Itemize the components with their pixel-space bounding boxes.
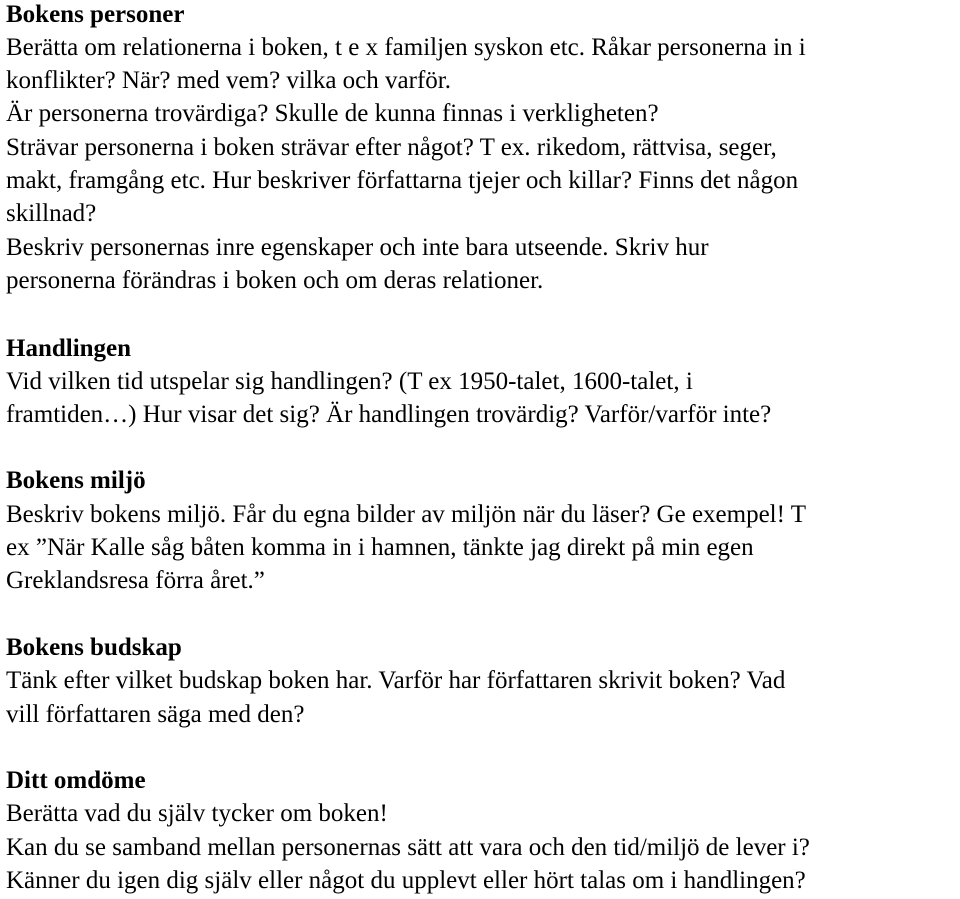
text-line: skillnad? xyxy=(6,200,97,227)
text-line: Är personerna trovärdiga? Skulle de kunna finnas i verkligheten? xyxy=(6,100,659,127)
text-line: Vid vilken tid utspelar sig handlingen? (T ex 1950-talet, 1600-talet, i xyxy=(6,368,693,395)
section-heading-omdome: Ditt omdöme xyxy=(6,767,146,794)
text-line: Berätta vad du själv tycker om boken! xyxy=(6,800,388,827)
section-heading-miljo: Bokens miljö xyxy=(6,467,146,494)
text-line: framtiden…) Hur visar det sig? Är handlingen trovärdig? Varför/varför inte? xyxy=(6,401,772,428)
text-line: Kan du se samband mellan personernas sätt att vara och den tid/miljö de lever i? xyxy=(6,834,810,861)
text-line: Beskriv bokens miljö. Får du egna bilder av miljön när du läser? Ge exempel! T xyxy=(6,501,807,528)
text-line: Greklandsresa förra året.” xyxy=(6,567,265,594)
text-line: Beskriv personernas inre egenskaper och inte bara utseende. Skriv hur xyxy=(6,234,709,261)
text-line: Strävar personerna i boken strävar efter något? T ex. rikedom, rättvisa, seger, xyxy=(6,134,777,161)
text-line: konflikter? När? med vem? vilka och varför. xyxy=(6,67,451,94)
section-heading-budskap: Bokens budskap xyxy=(6,634,182,661)
text-line: vill författaren säga med den? xyxy=(6,701,305,728)
text-line: Berätta om relationerna i boken, t e x familjen syskon etc. Råkar personerna in i xyxy=(6,34,806,61)
section-heading-handlingen: Handlingen xyxy=(6,335,132,362)
text-line: makt, framgång etc. Hur beskriver författarna tjejer och killar? Finns det någon xyxy=(6,167,799,194)
text-line: Känner du igen dig själv eller något du upplevt eller hört talas om i handlingen? xyxy=(6,867,806,894)
text-line: ex ”När Kalle såg båten komma in i hamnen, tänkte jag direkt på min egen xyxy=(6,534,754,561)
section-heading-personer: Bokens personer xyxy=(6,1,185,28)
text-line: Tänk efter vilket budskap boken har. Varför har författaren skrivit boken? Vad xyxy=(6,667,786,694)
text-line: personerna förändras i boken och om deras relationer. xyxy=(6,267,544,294)
